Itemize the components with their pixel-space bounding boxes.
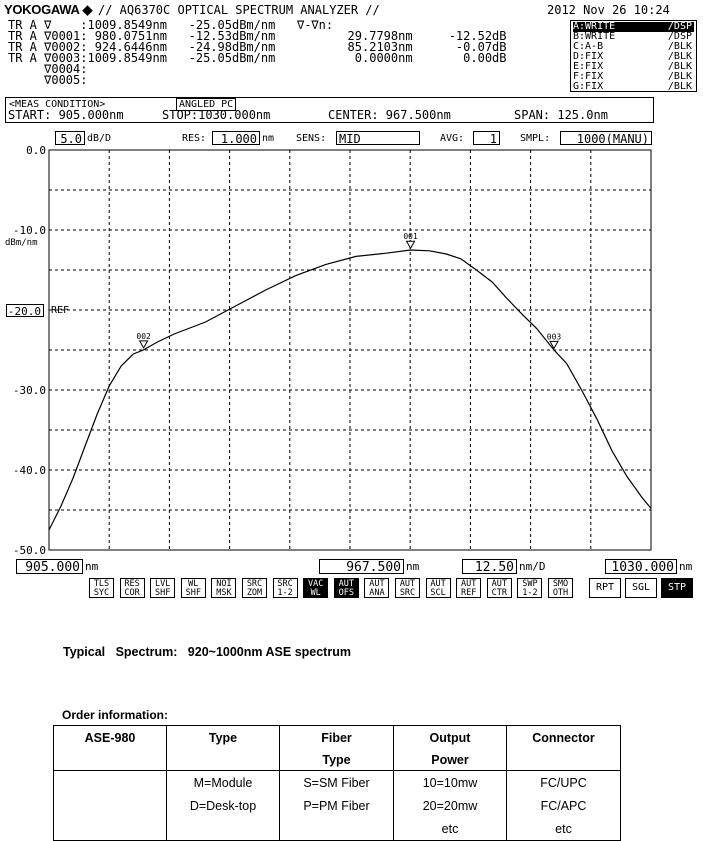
trace-row[interactable] — [573, 82, 694, 92]
center-wavelength: CENTER: 967.500nm — [328, 108, 451, 122]
brand-logo: YOKOGAWA ◆ — [4, 2, 93, 17]
average-value[interactable]: 1 — [473, 131, 500, 145]
order-header-cell: ASE-980 — [54, 726, 167, 771]
trace-name: B:WRITE — [573, 31, 616, 42]
marker-readout-line: ∇0005: — [8, 73, 88, 87]
softkey-button[interactable]: AUT REF — [456, 578, 481, 598]
softkey-button[interactable]: AUT ANA — [364, 578, 389, 598]
softkey-button[interactable]: AUT OFS — [334, 578, 359, 598]
order-header-cell: Fiber Type — [280, 726, 394, 771]
sweep-sgl-button[interactable]: SGL — [625, 578, 657, 598]
ref-label: REF — [51, 305, 70, 316]
marker-readout-line: TR A ∇0002: 924.6446nm -24.98dBm/nm 85.2103nm -0.07dB — [8, 40, 507, 54]
scale-stop[interactable]: 1030.000 — [605, 559, 677, 574]
softkey-button[interactable]: SRC ZOM — [242, 578, 267, 598]
y-tick-label: -40.0 — [12, 464, 46, 477]
resolution-value[interactable]: 1.000 — [212, 131, 260, 145]
marker-readout-line: ∇0004: — [8, 62, 88, 76]
marker-triangle — [140, 341, 148, 348]
avg-label: AVG: — [440, 133, 465, 144]
softkey-button[interactable]: VAC WL — [303, 578, 328, 598]
sweep-stp-button[interactable]: STP — [661, 578, 693, 598]
order-table — [53, 725, 621, 841]
trace-mode: /BLK — [667, 81, 692, 92]
order-cell: 10=10mw 20=20mw etc — [394, 771, 507, 841]
marker-triangle — [407, 241, 415, 248]
trace-name: C:A-B — [573, 41, 604, 52]
order-body-row — [54, 771, 621, 841]
smpl-label: SMPL: — [520, 133, 551, 144]
softkey-button[interactable]: SWP 1-2 — [517, 578, 542, 598]
trace-name: E:FIX — [573, 61, 604, 72]
softkey-button[interactable]: AUT SRC — [395, 578, 420, 598]
diamond-icon: ◆ — [82, 2, 93, 17]
db-div-value[interactable]: 5.0 — [55, 131, 85, 145]
marker-label: 002 — [136, 331, 151, 341]
softkey-button[interactable]: AUT CTR — [487, 578, 512, 598]
order-header-cell: Output Power — [394, 726, 507, 771]
measurement-condition — [5, 97, 654, 123]
scale-center[interactable]: 967.500 — [319, 559, 404, 574]
softkey-button[interactable]: LVL SHF — [150, 578, 175, 598]
ref-level-box[interactable]: -20.0 — [6, 304, 44, 317]
softkey-button[interactable]: TLS SYC — [89, 578, 114, 598]
softkey-button[interactable]: RES COR — [120, 578, 145, 598]
trace-mode: /BLK — [667, 71, 692, 82]
scale-span-unit: nm/D — [519, 560, 546, 573]
softkey-button[interactable]: WL SHF — [181, 578, 206, 598]
scale-center-unit: nm — [406, 560, 420, 573]
spectrum-chart — [0, 140, 703, 560]
y-tick-label: -30.0 — [12, 384, 46, 397]
span-value: SPAN: 125.0nm — [514, 108, 608, 122]
res-unit: nm — [262, 133, 275, 144]
order-header-cell: Type — [167, 726, 280, 771]
start-wavelength: START: 905.000nm — [8, 108, 124, 122]
analyzer-title: // AQ6370C OPTICAL SPECTRUM ANALYZER // — [98, 3, 380, 17]
scale-start[interactable]: 905.000 — [16, 559, 83, 574]
order-cell: FC/UPC FC/APC etc — [507, 771, 621, 841]
trace-panel — [570, 20, 697, 92]
y-tick-label: -10.0 — [12, 224, 46, 237]
stop-wavelength: STOP:1030.000nm — [162, 108, 271, 122]
spectrum-caption: Typical Spectrum: 920~1000nm ASE spectrum — [63, 645, 351, 659]
meas-condition-label: <MEAS CONDITION> — [9, 99, 106, 110]
marker-label: 001 — [403, 232, 418, 242]
order-title: Order information: — [62, 708, 169, 722]
trace-mode: /DSP — [667, 21, 692, 32]
marker-readout-line: TR A ∇0001: 980.0751nm -12.53dBm/nm 29.7798nm -12.52dB — [8, 29, 507, 43]
order-cell: M=Module D=Desk-top — [167, 771, 280, 841]
softkey-button[interactable]: NOI MSK — [211, 578, 236, 598]
connector-type: ANGLED PC — [176, 98, 236, 111]
trace-mode: /BLK — [667, 61, 692, 72]
db-div-unit: dB/D — [87, 133, 112, 144]
sampling-value[interactable]: 1000(MANU) — [560, 131, 652, 145]
trace-name: A:WRITE — [573, 21, 616, 32]
order-cell — [54, 771, 167, 841]
marker-label: 003 — [546, 332, 562, 342]
trace-mode: /BLK — [667, 41, 692, 52]
datetime: 2012 Nov 26 10:24 — [547, 3, 670, 17]
trace-mode: /BLK — [667, 51, 692, 62]
scale-span-per-div[interactable]: 12.50 — [462, 559, 517, 574]
res-label: RES: — [182, 133, 207, 144]
order-cell: S=SM Fiber P=PM Fiber — [280, 771, 394, 841]
y-tick-label: 0.0 — [26, 144, 46, 157]
trace-mode: /DSP — [667, 31, 692, 42]
y-tick-label: -50.0 — [12, 544, 46, 557]
softkey-button[interactable]: SRC 1-2 — [273, 578, 298, 598]
order-header-cell: Connector — [507, 726, 621, 771]
trace-name: D:FIX — [573, 51, 604, 62]
trace-name: G:FIX — [573, 81, 604, 92]
marker-readout-line: TR A ∇ :1009.8549nm -25.05dBm/nm ∇-∇n: — [8, 18, 334, 32]
sensitivity-value[interactable]: MID — [336, 131, 420, 145]
scale-start-unit: nm — [85, 560, 99, 573]
softkey-button[interactable]: AUT SCL — [426, 578, 451, 598]
sweep-rpt-button[interactable]: RPT — [589, 578, 621, 598]
order-header-row — [54, 726, 621, 771]
softkey-button[interactable]: SMO OTH — [548, 578, 573, 598]
sens-label: SENS: — [296, 133, 327, 144]
marker-readout-line: TR A ∇0003:1009.8549nm -25.05dBm/nm 0.0000nm 0.00dB — [8, 51, 507, 65]
trace-name: F:FIX — [573, 71, 604, 82]
y-axis-unit: dBm/nm — [5, 238, 38, 248]
scale-stop-unit: nm — [679, 560, 693, 573]
